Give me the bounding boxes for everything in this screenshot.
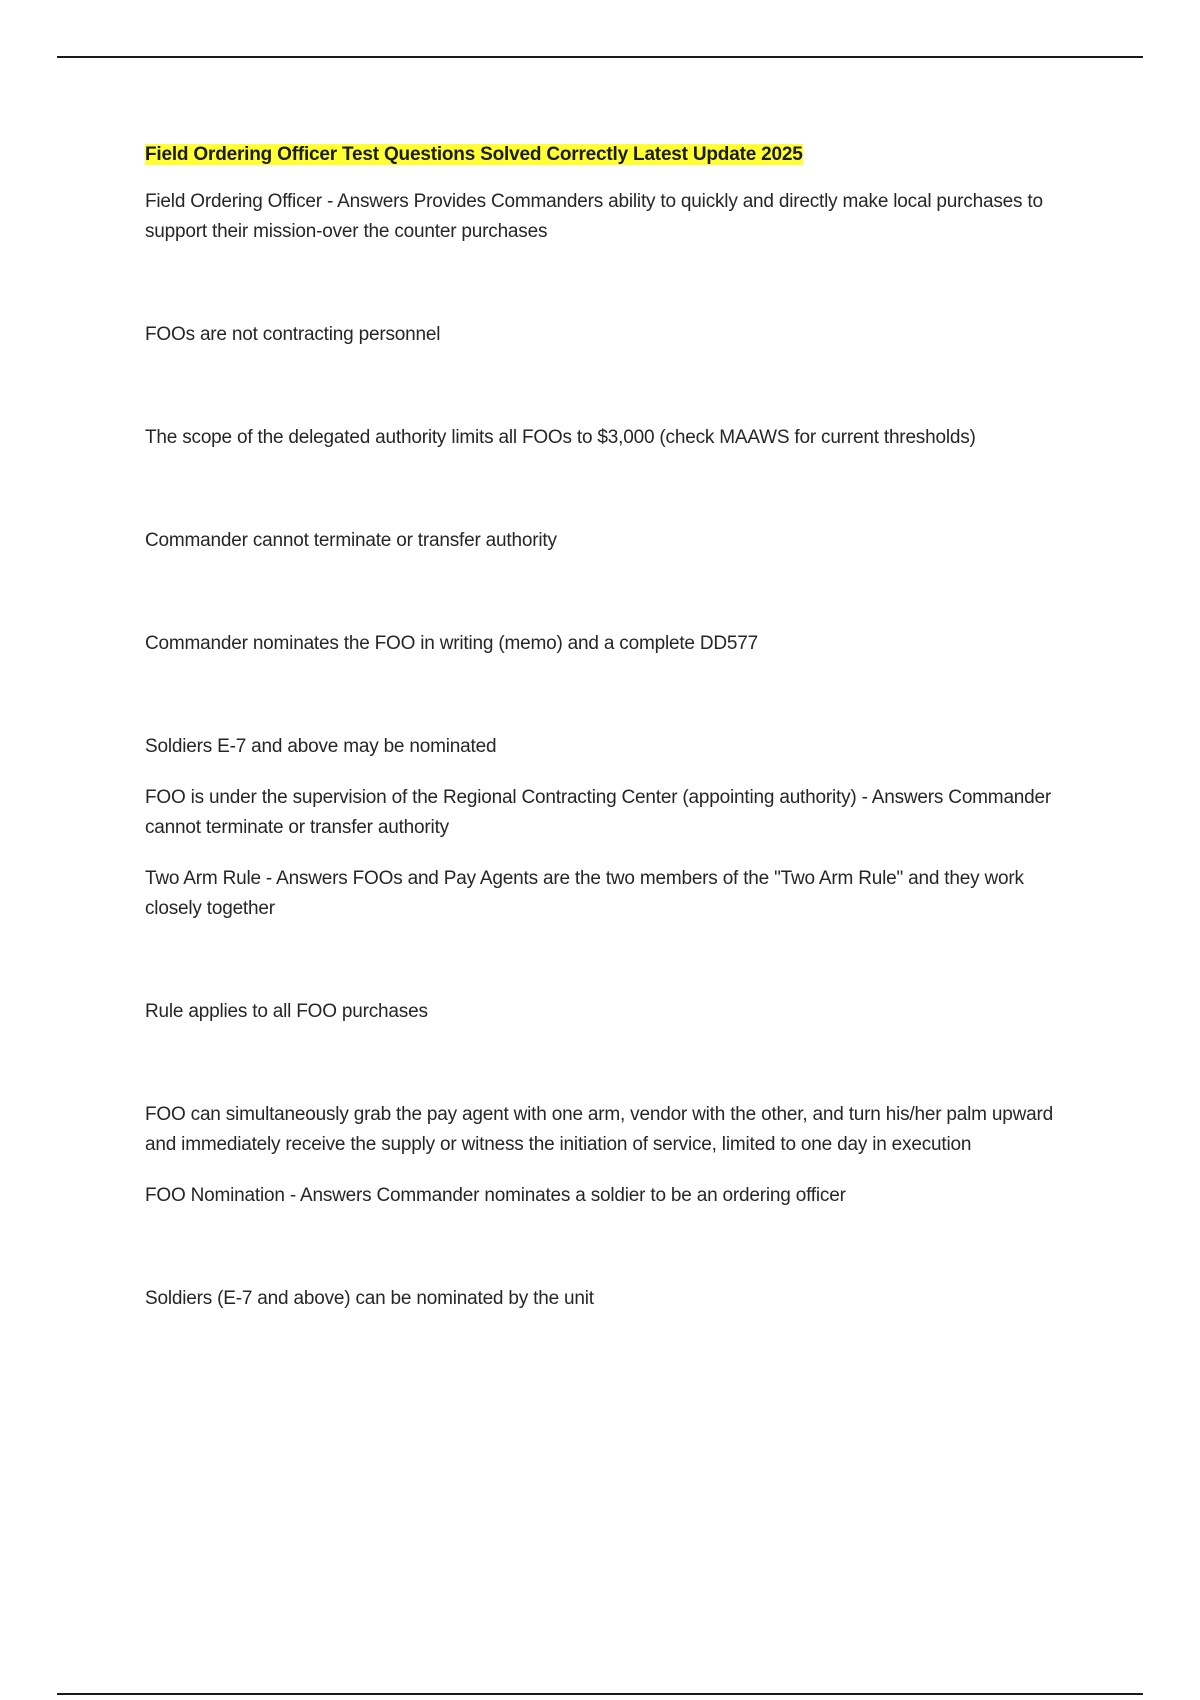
- title-block: [145, 140, 1085, 170]
- paragraph-scope-limit: The scope of the delegated authority limits all FOOs to $3,000 (check MAAWS for current thresholds): [145, 427, 976, 448]
- paragraph-supervision: FOO is under the supervision of the Regional Contracting Center (appointing authority) - Answers Commander cannot terminate or transfer authority: [145, 787, 1052, 838]
- document-body: [145, 140, 1085, 1314]
- paragraph-two-arm-rule: Two Arm Rule - Answers FOOs and Pay Agents are the two members of the "Two Arm Rule" and they work closely together: [145, 868, 1024, 919]
- paragraph-foo-definition: Field Ordering Officer - Answers Provides Commanders ability to quickly and directly make local purchases to support their mission-over the counter purchases: [145, 191, 1043, 242]
- header-rule: [57, 56, 1143, 58]
- paragraph-soldiers-e7: Soldiers E-7 and above may be nominated: [145, 736, 497, 757]
- paragraph-rule-applies: Rule applies to all FOO purchases: [145, 1001, 428, 1022]
- paragraph-commander-authority: Commander cannot terminate or transfer authority: [145, 530, 557, 551]
- document-title: Field Ordering Officer Test Questions Solved Correctly Latest Update 2025: [145, 144, 803, 165]
- paragraph-unit-nomination: Soldiers (E-7 and above) can be nominated by the unit: [145, 1288, 594, 1309]
- paragraph-foo-nomination: FOO Nomination - Answers Commander nominates a soldier to be an ordering officer: [145, 1185, 846, 1206]
- paragraph-two-arm-detail: FOO can simultaneously grab the pay agent with one arm, vendor with the other, and turn his/her palm upward and immediately receive the supply or witness the initiation of service, limited to one day in execution: [145, 1104, 1053, 1155]
- paragraph-not-contracting: FOOs are not contracting personnel: [145, 324, 441, 345]
- paragraph-nomination-writing: Commander nominates the FOO in writing (memo) and a complete DD577: [145, 633, 759, 654]
- footer-rule: [57, 1693, 1143, 1695]
